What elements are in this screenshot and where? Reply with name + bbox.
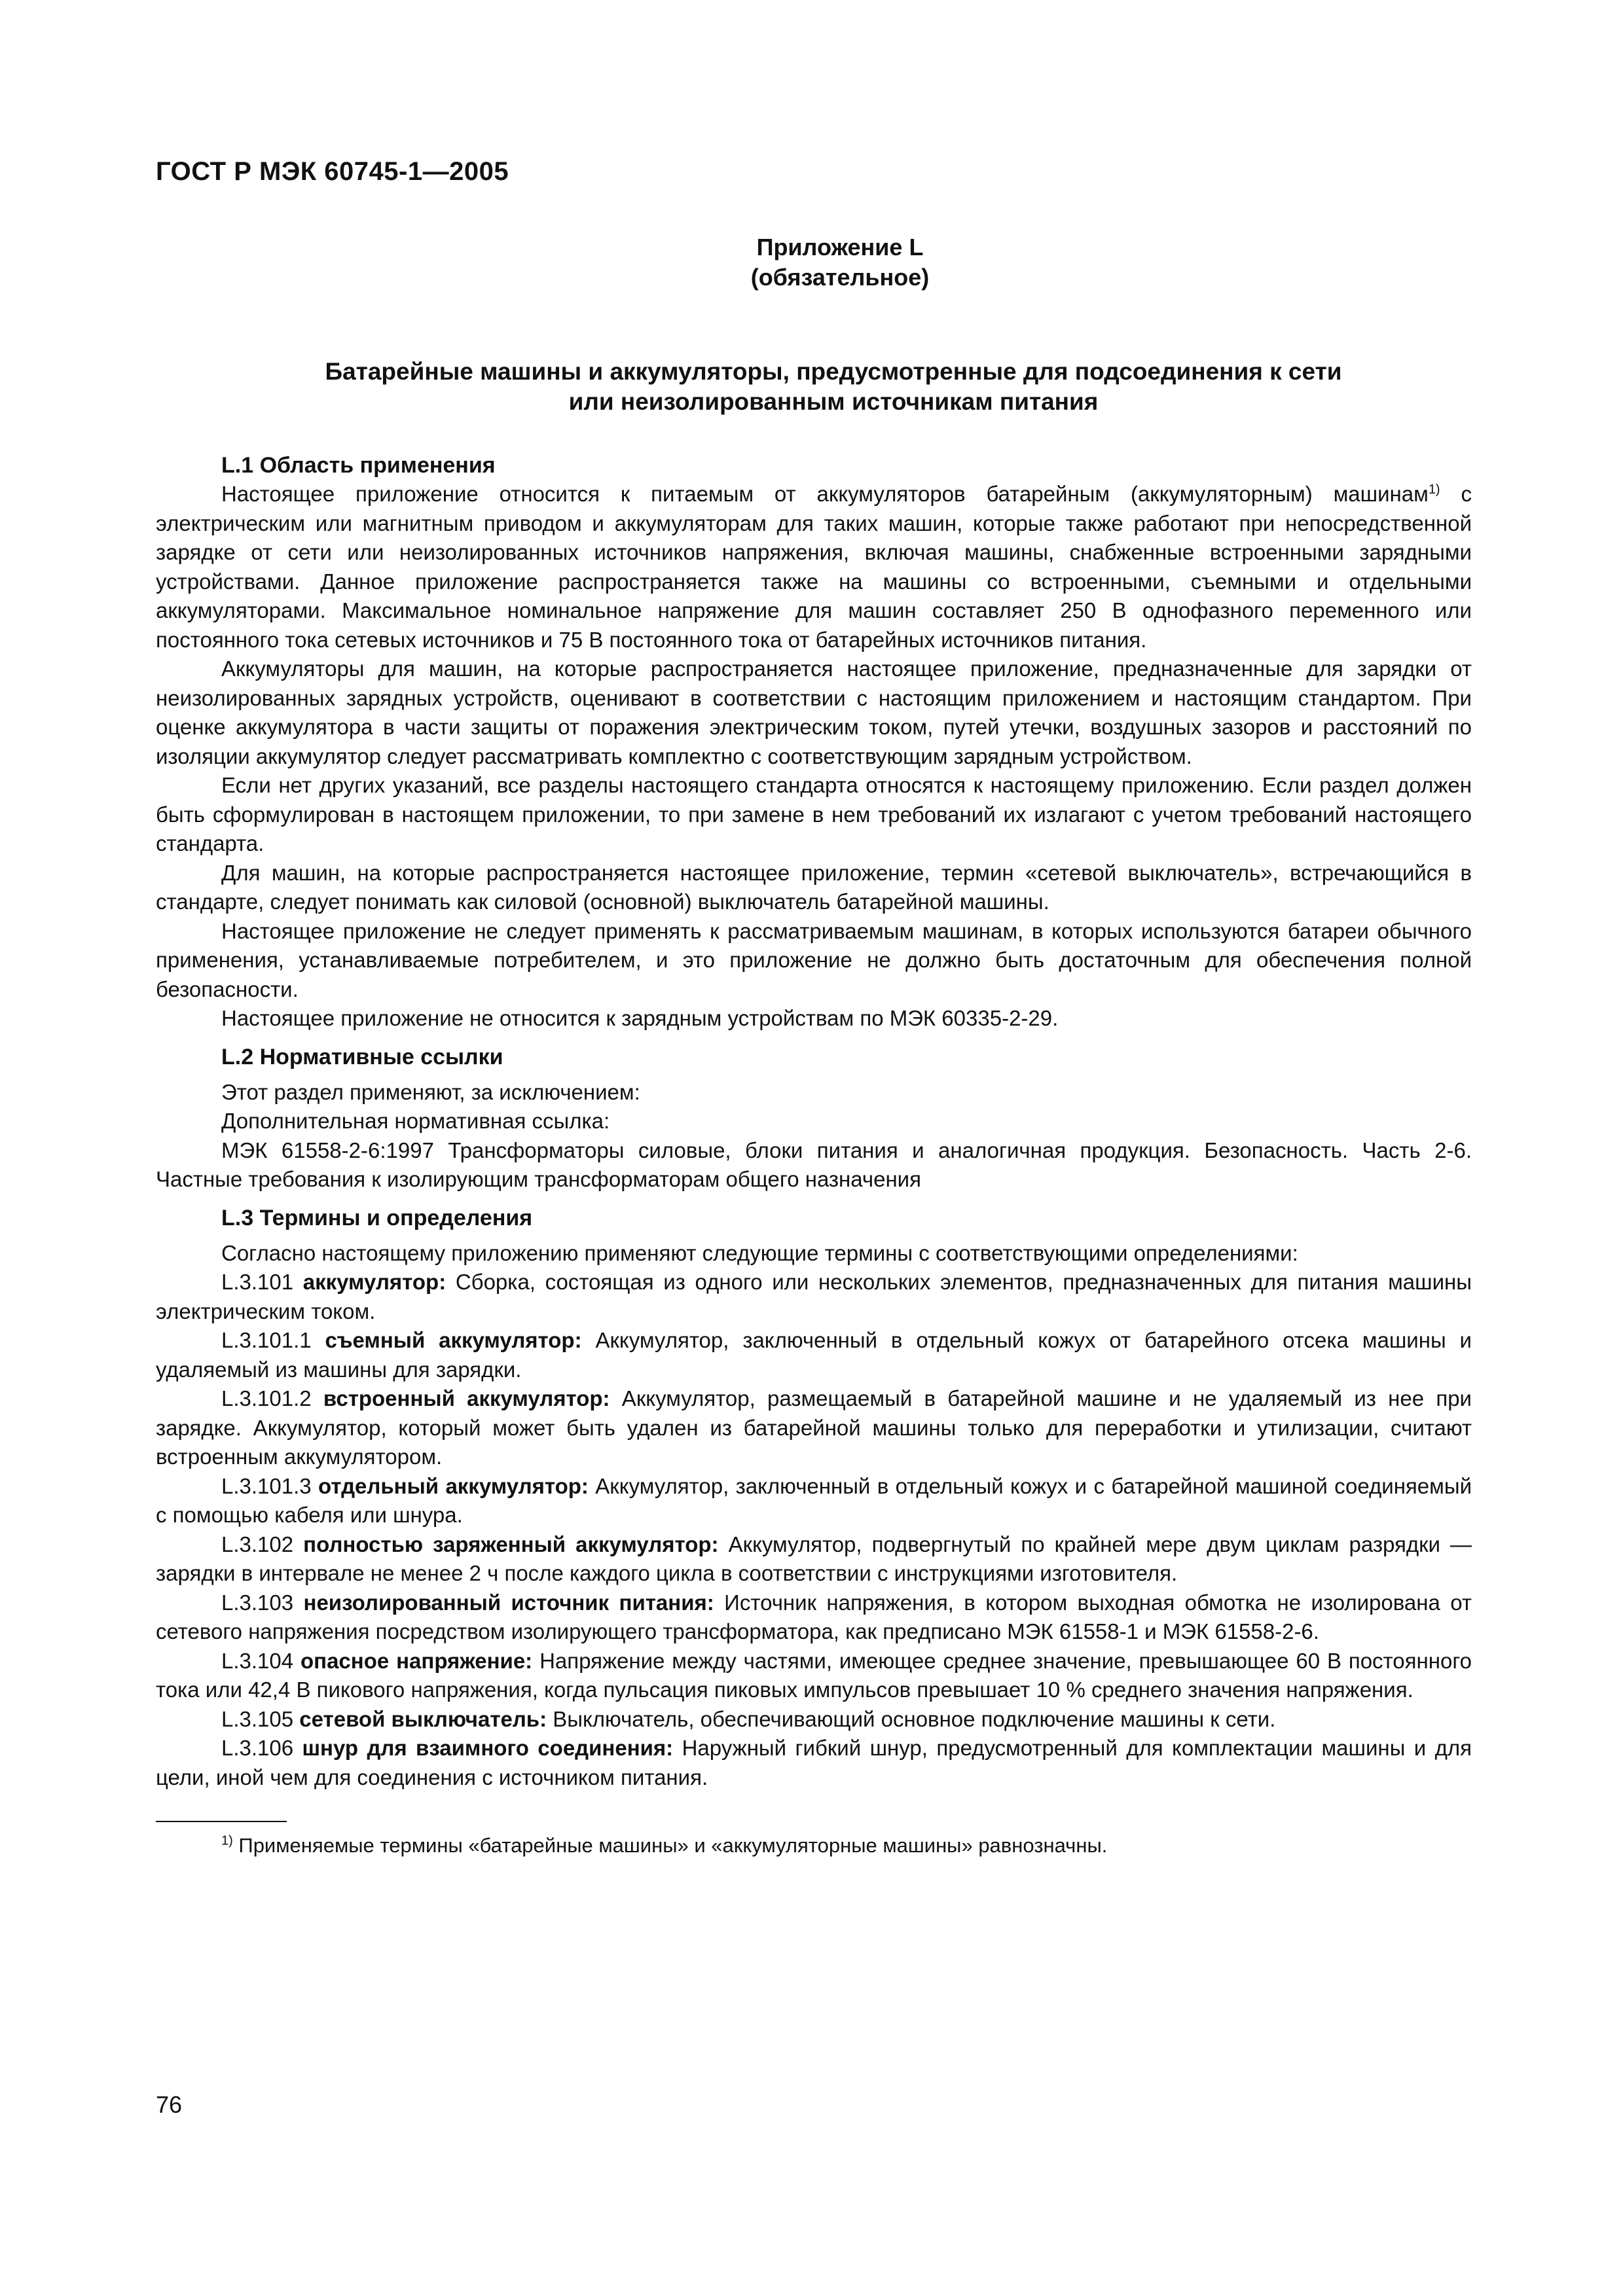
definition-term: неизолированный источник питания: — [303, 1590, 714, 1615]
definition-list — [156, 1268, 1472, 1792]
footnote-ref: 1) — [1428, 482, 1440, 497]
definition — [156, 1472, 1472, 1530]
definition — [156, 1647, 1472, 1705]
footnote — [156, 1833, 1472, 1859]
definition — [156, 1705, 1472, 1734]
definition-text: Аккумулятор, подвергнутый по крайней мере двум циклам разрядки — зарядки в интервале не менее 2 ч после каждого цикла в соответствии с инструкциями изготовителя. — [156, 1532, 1472, 1585]
definition-term: шнур для взаимного соединения: — [302, 1736, 674, 1760]
paragraph: Этот раздел применяют, за исключением: — [221, 1079, 640, 1104]
annex-label: Приложение L — [756, 234, 924, 260]
definition-term: полностью заряженный аккумулятор: — [303, 1532, 719, 1556]
paragraph-text: с электрическим или магнитным приводом и аккумуляторам для таких машин, которые также работают при непосредственной зарядке от сети или неизолированных источников напряжения, включая машины, снабженные встроенными зарядными устройствами. Данное приложение распространяется также на машины со встроенными, съемными и отдельными аккумуляторами. Максимальное номинальное напряжение для машин составляет 250 В однофазного переменного или постоянного тока сетевых источников и 75 В постоянного тока от батарейных источников питания. — [156, 482, 1472, 652]
definition-number: L.3.101.2 — [221, 1386, 323, 1410]
definition-text: Выключатель, обеспечивающий основное подключение машины к сети. — [547, 1706, 1276, 1731]
annex-title-line1: Батарейные машины и аккумуляторы, предусмотренные для подсоединения к сети — [325, 358, 1342, 385]
definition — [156, 1268, 1472, 1326]
paragraph: Аккумуляторы для машин, на которые распространяется настоящее приложение, предназначенные для зарядки от неизолированных зарядных устройств, оценивают в соответствии с настоящим приложением и настоящим стандартом. При оценке аккумулятора в части защиты от поражения электрическим током, путей утечки, воздушных зазоров и расстояний по изоляции аккумулятор следует рассматривать комплектно с соответствующим зарядным устройством. — [156, 656, 1472, 768]
definition — [156, 1530, 1472, 1588]
definition-number: L.3.101.3 — [221, 1473, 319, 1498]
definition-text: Аккумулятор, заключенный в отдельный кожух и с батарейной машиной соединяемый с помощью кабеля или шнура. — [156, 1473, 1472, 1527]
definition-text: Аккумулятор, размещаемый в батарейной машине и не удаляемый из нее при зарядке. Аккумулятор, который может быть удален из батарейной машины только для переработки и утилизации, считают встроенным аккумулятором. — [156, 1386, 1472, 1469]
footnote-divider — [156, 1821, 287, 1822]
definition — [156, 1326, 1472, 1384]
standard-header: ГОСТ Р МЭК 60745-1—2005 — [156, 157, 509, 186]
definition — [156, 1588, 1472, 1647]
annex-status: (обязательное) — [750, 264, 930, 291]
paragraph — [156, 480, 1472, 655]
footnote-mark: 1) — [221, 1833, 233, 1848]
definition-text: Сборка, состоящая из одного или нескольких элементов, предназначенных для питания машины электрическим током. — [156, 1270, 1472, 1323]
page-number: 76 — [156, 2091, 183, 2118]
definition — [156, 1384, 1472, 1472]
definition-number: L.3.101.1 — [221, 1328, 325, 1352]
document-page — [156, 157, 1472, 1859]
paragraph: Для машин, на которые распространяется настоящее приложение, термин «сетевой выключатель», встречающийся в стандарте, следует понимать как силовой (основной) выключатель батарейной машины. — [156, 860, 1472, 914]
annex-title-line2: или неизолированным источникам питания — [568, 388, 1099, 415]
definition-number: L.3.101 — [221, 1270, 303, 1294]
definition-text: Аккумулятор, заключенный в отдельный кожух от батарейного отсека машины и удаляемый из машины для зарядки. — [156, 1328, 1472, 1382]
definition-term: опасное напряжение: — [300, 1648, 533, 1673]
definition-number: L.3.104 — [221, 1648, 301, 1673]
definition-term: аккумулятор: — [302, 1270, 447, 1294]
paragraph: Согласно настоящему приложению применяют следующие термины с соответствующими определениями: — [221, 1240, 1298, 1265]
footnote-text: Применяемые термины «батарейные машины» и «аккумуляторные машины» равнозначны. — [232, 1834, 1108, 1857]
definition-text: Наружный гибкий шнур, предусмотренный для комплектации машины и для цели, иной чем для соединения с источником питания. — [156, 1736, 1472, 1789]
definition-text: Напряжение между частями, имеющее среднее значение, превышающее 60 В постоянного тока или 42,4 В пикового напряжения, когда пульсация пиковых импульсов превышает 10 % среднего значения напряжения. — [156, 1648, 1472, 1702]
section-heading-l3: L.3 Термины и определения — [221, 1205, 533, 1230]
section-heading-l1: L.1 Область применения — [221, 453, 496, 478]
paragraph: Настоящее приложение не следует применять к рассматриваемым машинам, в которых используются батареи обычного применения, устанавливаемые потребителем, и это приложение не должно быть достаточным для обеспечения полной безопасности. — [156, 918, 1472, 1001]
definition-term: съемный аккумулятор: — [325, 1328, 582, 1352]
paragraph: Настоящее приложение не относится к зарядным устройствам по МЭК 60335-2-29. — [221, 1006, 1059, 1030]
paragraph: Если нет других указаний, все разделы настоящего стандарта относятся к настоящему приложению. Если раздел должен быть сформулирован в настоящем приложении, то при замене в нем требований их излагают с учетом требований настоящего стандарта. — [156, 773, 1472, 855]
definition-number: L.3.102 — [221, 1532, 304, 1556]
definition — [156, 1734, 1472, 1792]
definition-number: L.3.105 — [221, 1706, 300, 1731]
section-heading-l2: L.2 Нормативные ссылки — [221, 1044, 503, 1069]
paragraph: Дополнительная нормативная ссылка: — [221, 1109, 610, 1133]
definition-number: L.3.106 — [221, 1736, 302, 1760]
definition-term: отдельный аккумулятор: — [318, 1473, 589, 1498]
annex-title — [195, 357, 1472, 417]
paragraph-text: Настоящее приложение относится к питаемым от аккумуляторов батарейным (аккумуляторным) машинам — [221, 482, 1429, 506]
definition-term: сетевой выключатель: — [299, 1706, 547, 1731]
definition-text: Источник напряжения, в котором выходная обмотка не изолирована от сетевого напряжения посредством изолирующего трансформатора, как предписано МЭК 61558-1 и МЭК 61558-2-6. — [156, 1590, 1472, 1643]
paragraph: МЭК 61558-2-6:1997 Трансформаторы силовые, блоки питания и аналогичная продукция. Безопасность. Часть 2-6. Частные требования к изолирующим трансформаторам общего назначения — [156, 1138, 1472, 1191]
definition-number: L.3.103 — [221, 1590, 304, 1615]
definition-term: встроенный аккумулятор: — [323, 1386, 610, 1410]
